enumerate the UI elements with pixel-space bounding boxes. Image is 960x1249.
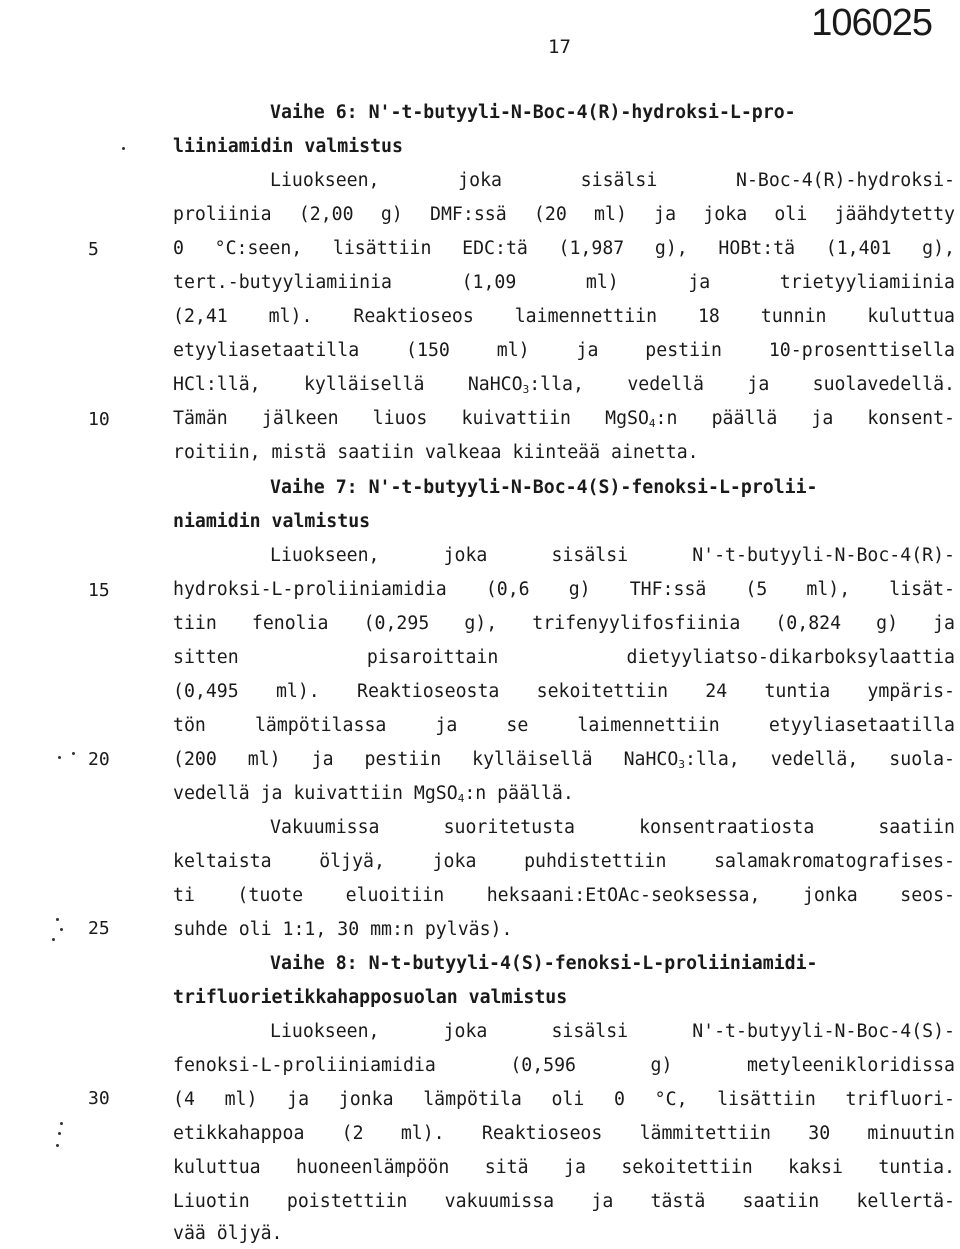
text-line	[173, 745, 955, 775]
scan-speck	[52, 938, 55, 941]
step6-heading	[270, 98, 955, 128]
subscript: 3	[522, 383, 530, 396]
text-line: (2,41 ml). Reaktioseos laimennettiin 18 tunnin kuluttua	[173, 306, 955, 327]
scan-speck	[56, 918, 59, 921]
line-number-10: 10	[88, 409, 110, 430]
text-line: tiin fenolia (0,295 g), trifenyylifosfiinia (0,824 g) ja	[173, 613, 955, 634]
text-fragment: HCl:llä, kylläisellä NaHCO	[173, 374, 523, 395]
text-fragment: (200 ml) ja pestiin kylläisellä NaHCO	[173, 749, 679, 770]
step8-title: N-t-butyyli-4(S)-fenoksi-L-proliiniamidi-	[368, 953, 818, 974]
step8-heading	[270, 949, 955, 979]
text-line: sitten pisaroittain dietyyliatso-dikarboksylaattia	[173, 647, 955, 668]
step7-heading	[270, 473, 955, 503]
text-line: etikkahappoa (2 ml). Reaktioseos lämmitettiin 30 minuutin	[173, 1123, 955, 1144]
text-line: tön lämpötilassa ja se laimennettiin etyyliasetaatilla	[173, 715, 955, 736]
text-line: vää öljyä.	[173, 1223, 283, 1244]
text-line: ti (tuote eluoitiin heksaani:EtOAc-seoksessa, jonka seos-	[173, 885, 955, 906]
step6-label: Vaihe 6:	[270, 102, 369, 123]
text-fragment: :lla, vedellä, suola-	[684, 749, 955, 770]
scan-speck	[58, 756, 61, 759]
text-line: Liuokseen, joka sisälsi N'-t-butyyli-N-Boc-4(S)-	[270, 1021, 955, 1042]
patent-number: 106025	[811, 2, 932, 44]
scan-speck	[60, 928, 63, 931]
text-line	[173, 404, 955, 434]
step7-title: N'-t-butyyli-N-Boc-4(S)-fenoksi-L-prolii-	[368, 477, 818, 498]
scan-speck	[72, 752, 75, 755]
text-line: proliinia (2,00 g) DMF:ssä (20 ml) ja joka oli jäähdytetty	[173, 204, 955, 225]
text-line: kuluttua huoneenlämpöön sitä ja sekoitettiin kaksi tuntia.	[173, 1157, 955, 1178]
step6-title: N'-t-butyyli-N-Boc-4(R)-hydroksi-L-pro-	[368, 102, 796, 123]
text-fragment: Tämän jälkeen liuos kuivattiin MgSO	[173, 408, 649, 429]
subscript: 3	[678, 758, 685, 771]
text-line: Liuokseen, joka sisälsi N-Boc-4(R)-hydroksi-	[270, 170, 955, 191]
line-number-5: 5	[88, 239, 99, 260]
text-line: Vakuumissa suoritetusta konsentraatiosta saatiin	[270, 817, 955, 838]
line-number-15: 15	[88, 580, 110, 601]
text-fragment: :n päällä ja konsent-	[655, 408, 955, 429]
subscript: 4	[648, 417, 656, 430]
scan-speck	[60, 1122, 63, 1125]
text-fragment: :lla, vedellä ja suolavedellä.	[529, 374, 956, 395]
text-fragment: :n päällä.	[464, 783, 574, 804]
step8-heading-cont: trifluorietikkahapposuolan valmistus	[173, 987, 568, 1008]
line-number-30: 30	[88, 1088, 110, 1109]
text-line: hydroksi-L-proliiniamidia (0,6 g) THF:ssä (5 ml), lisät-	[173, 579, 955, 600]
text-line: suhde oli 1:1, 30 mm:n pylväs).	[173, 919, 513, 940]
text-line: roitiin, mistä saatiin valkeaa kiinteää ainetta.	[173, 442, 699, 463]
step7-heading-cont: niamidin valmistus	[173, 511, 371, 532]
step6-heading-cont: liiniamidin valmistus	[173, 136, 403, 157]
text-line: Liuotin poistettiin vakuumissa ja tästä saatiin kellertä-	[173, 1191, 955, 1212]
scan-speck	[56, 1144, 59, 1147]
text-line	[173, 370, 955, 400]
page-number: 17	[548, 36, 571, 58]
text-line: etyyliasetaatilla (150 ml) ja pestiin 10-prosenttisella	[173, 340, 955, 361]
line-number-25: 25	[88, 918, 110, 939]
text-line: 0 °C:seen, lisättiin EDC:tä (1,987 g), HOBt:tä (1,401 g),	[173, 238, 955, 259]
step8-label: Vaihe 8:	[270, 953, 369, 974]
text-line: Liuokseen, joka sisälsi N'-t-butyyli-N-Boc-4(R)-	[270, 545, 955, 566]
text-line: (0,495 ml). Reaktioseosta sekoitettiin 24 tuntia ympäris-	[173, 681, 955, 702]
text-line: keltaista öljyä, joka puhdistettiin salamakromatografises-	[173, 851, 955, 872]
text-fragment: vedellä ja kuivattiin MgSO	[173, 783, 458, 804]
scan-speck	[122, 147, 125, 150]
text-line: tert.-butyyliamiinia (1,09 ml) ja trietyyliamiinia	[173, 272, 955, 293]
step7-label: Vaihe 7:	[270, 477, 369, 498]
line-number-20: 20	[88, 749, 110, 770]
text-line: fenoksi-L-proliiniamidia (0,596 g) metyleenikloridissa	[173, 1055, 955, 1076]
text-line	[173, 779, 955, 809]
subscript: 4	[457, 792, 465, 805]
text-line: (4 ml) ja jonka lämpötila oli 0 °C, lisättiin trifluori-	[173, 1089, 955, 1110]
scan-speck	[58, 1132, 61, 1135]
